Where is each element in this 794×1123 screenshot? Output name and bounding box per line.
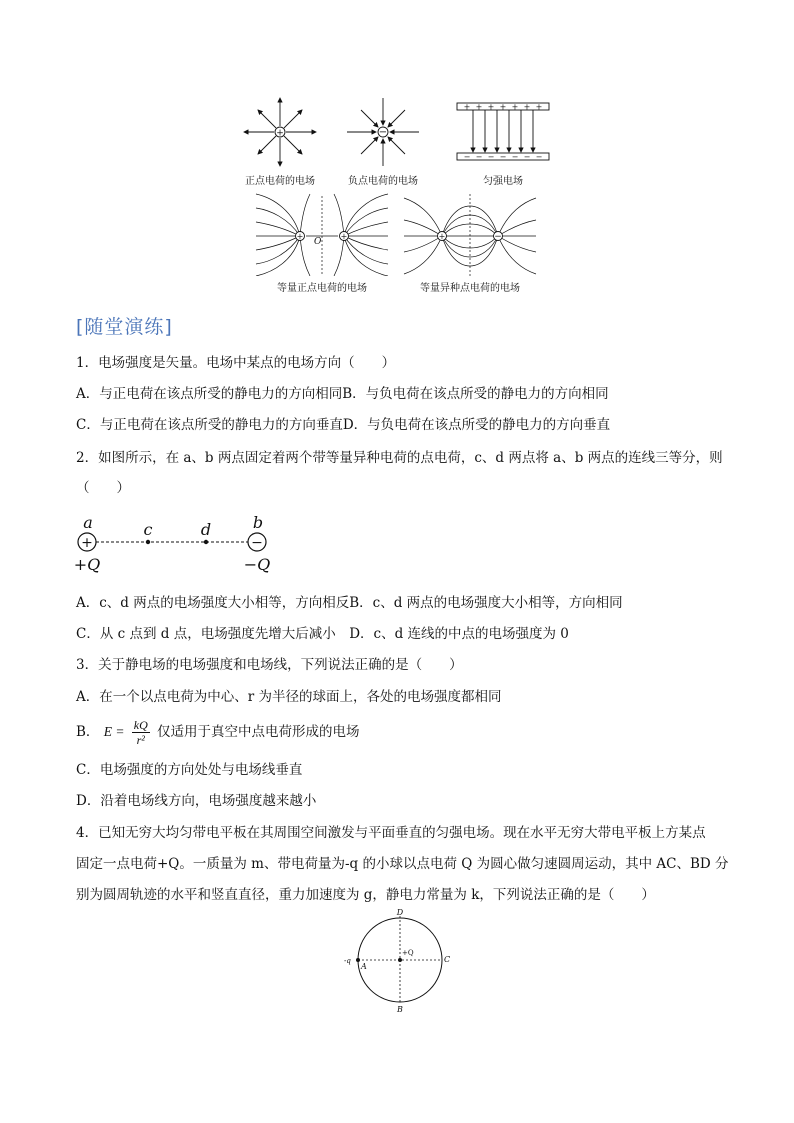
svg-text:−: −: [463, 152, 471, 162]
q3-formula-denominator: r²: [136, 733, 145, 747]
q4-line2: 固定一点电荷+Q。一质量为 m、带电荷量为-q 的小球以点电荷 Q 为圆心做匀速圆周运动，其中 AC、BD 分: [76, 856, 729, 872]
svg-text:+: +: [296, 232, 304, 241]
q4-label-c: C: [444, 955, 451, 964]
q2-options-cd: C．从 c 点到 d 点，电场强度先增大后减小 D．c、d 连线的中点的电场强度为 0: [76, 626, 569, 642]
opposite-charges-figure: [402, 192, 538, 276]
positive-charge-caption: 正点电荷的电场: [245, 176, 315, 187]
q4-circle-figure: [340, 906, 460, 1016]
q1-options-ab: A．与正电荷在该点所受的静电力的方向相同B．与负电荷在该点所受的静电力的方向相同: [76, 386, 609, 402]
q3-option-b-suffix: 仅适用于真空中点电荷形成的电场: [157, 724, 360, 740]
uniform-field-figure: [455, 100, 551, 166]
q2-options-ab: A．c、d 两点的电场强度大小相等，方向相反B．c、d 两点的电场强度大小相等，方向相同: [76, 595, 623, 611]
uniform-field-caption: 匀强电场: [483, 176, 523, 187]
q4-line3: 别为圆周轨迹的水平和竖直直径，重力加速度为 g，静电力常量为 k，下列说法正确的是（ ）: [76, 887, 655, 903]
q3-stem: 3．关于静电场的电场强度和电场线，下列说法正确的是（ ）: [76, 657, 463, 673]
svg-text:+: +: [475, 102, 483, 112]
svg-text:−: −: [511, 152, 519, 162]
equal-like-charges-caption: 等量正点电荷的电场: [277, 283, 367, 294]
svg-text:−: −: [494, 232, 502, 242]
svg-text:+: +: [463, 102, 471, 112]
origin-label: O: [314, 237, 322, 247]
svg-text:−: −: [523, 152, 531, 162]
q2-label-minus-q: −Q: [243, 555, 271, 574]
q2-stem-line2: （ ）: [76, 480, 130, 496]
q2-label-a: a: [83, 513, 93, 532]
svg-text:−: −: [251, 535, 263, 551]
q3-option-c: C．电场强度的方向处处与电场线垂直: [76, 762, 303, 778]
q3-formula-fraction: [132, 718, 150, 747]
q4-label-minus-q: -q: [344, 957, 351, 965]
svg-text:−: −: [499, 152, 507, 162]
q3-option-b: [76, 716, 360, 748]
q3-formula-lhs: E =: [103, 724, 125, 739]
svg-text:+: +: [438, 232, 446, 241]
q3-option-a: A．在一个以点电荷为中心、r 为半径的球面上，各处的电场强度都相同: [76, 689, 502, 705]
svg-text:+: +: [523, 102, 531, 112]
section-title: [随堂演练]: [76, 316, 173, 338]
positive-charge-field-figure: [240, 96, 320, 168]
svg-text:+: +: [499, 102, 507, 112]
q1-stem: 1．电场强度是矢量。电场中某点的电场方向（ ）: [76, 355, 396, 371]
q2-label-c: c: [143, 520, 153, 539]
svg-text:+: +: [511, 102, 519, 112]
q2-label-d: d: [200, 520, 212, 539]
q3-formula-numerator: kQ: [133, 718, 148, 732]
opposite-charges-caption: 等量异种点电荷的电场: [420, 283, 520, 294]
negative-charge-caption: 负点电荷的电场: [348, 176, 418, 187]
equal-like-charges-figure: [254, 192, 390, 276]
q4-label-d: D: [396, 908, 404, 917]
q2-charges-figure: [70, 512, 280, 576]
negative-charge-field-figure: [343, 96, 423, 168]
svg-text:+: +: [81, 535, 93, 551]
svg-text:+: +: [276, 128, 284, 139]
svg-text:+: +: [535, 102, 543, 112]
svg-text:−: −: [378, 127, 388, 138]
q1-options-cd: C．与正电荷在该点所受的静电力的方向垂直D．与负电荷在该点所受的静电力的方向垂直: [76, 417, 611, 433]
q3-option-b-prefix: B．: [76, 724, 100, 740]
svg-text:−: −: [475, 152, 483, 162]
q4-label-plus-q: +Q: [402, 949, 414, 957]
q2-label-b: b: [252, 513, 264, 532]
q4-line1: 4．已知无穷大均匀带电平板在其周围空间激发与平面垂直的匀强电场。现在水平无穷大带电平板上方某点: [76, 825, 706, 841]
q4-label-a: A: [361, 962, 367, 971]
svg-text:−: −: [535, 152, 543, 162]
svg-text:+: +: [487, 102, 495, 112]
svg-text:+: +: [340, 232, 348, 241]
q2-stem-line1: 2．如图所示，在 a、b 两点固定着两个带等量异种电荷的点电荷，c、d 两点将 a、b 两点的连线三等分，则: [76, 450, 723, 466]
q3-option-d: D．沿着电场线方向，电场强度越来越小: [76, 793, 317, 809]
q2-label-plus-q: +Q: [73, 555, 101, 574]
svg-text:−: −: [487, 152, 495, 162]
q4-label-b: B: [397, 1005, 403, 1014]
